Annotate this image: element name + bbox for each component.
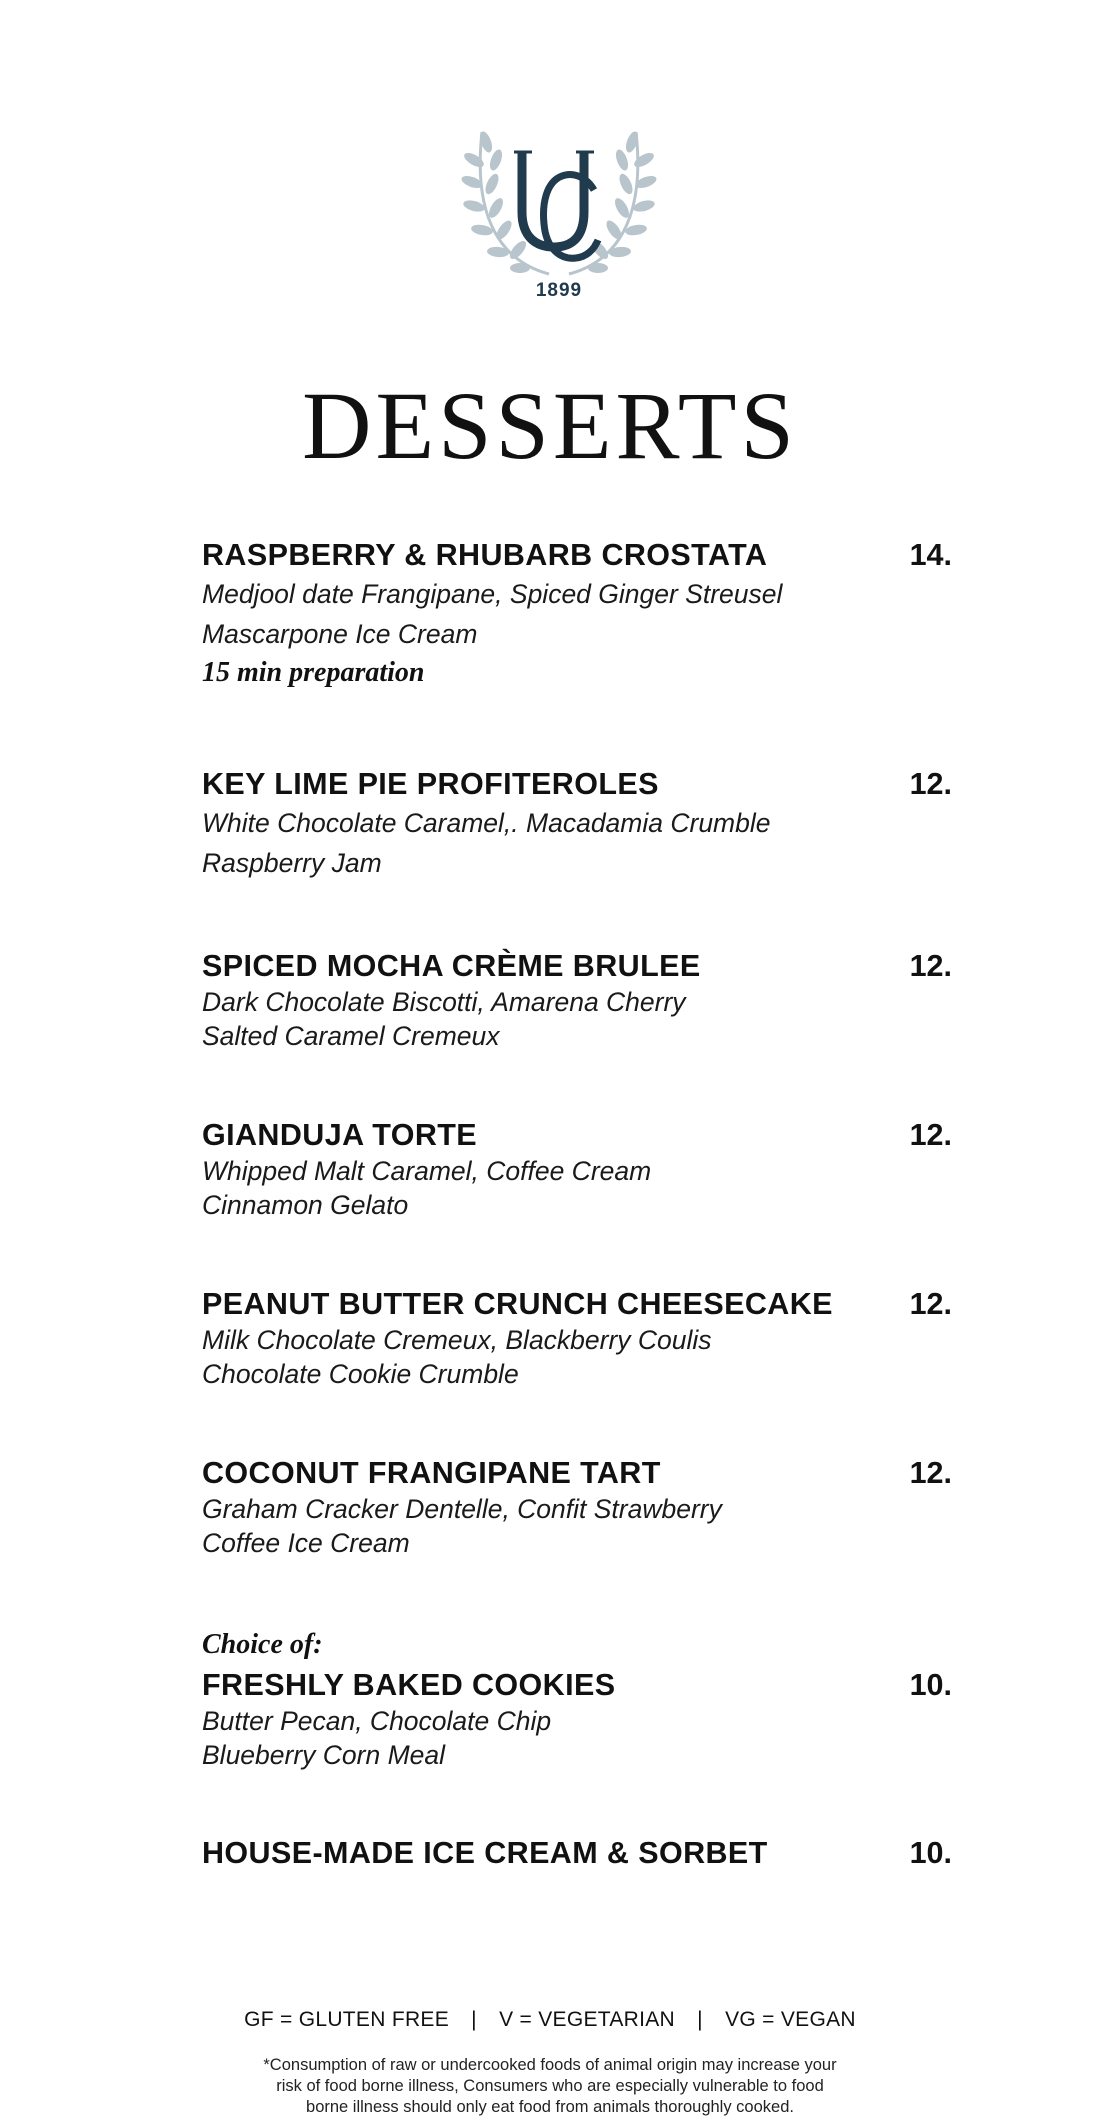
item-name: SPICED MOCHA CRÈME BRULEE — [202, 949, 701, 983]
item-name: KEY LIME PIE PROFITEROLES — [202, 767, 659, 801]
item-description: Milk Chocolate Cremeux, Blackberry Coulis — [202, 1325, 712, 1355]
menu-item — [202, 1454, 952, 1560]
item-price: 12. — [909, 1456, 952, 1490]
legend-vegetarian: V = VEGETARIAN — [499, 2008, 676, 2031]
item-description: Blueberry Corn Meal — [202, 1740, 446, 1770]
item-description: Whipped Malt Caramel, Coffee Cream — [202, 1156, 652, 1186]
disclaimer-line: *Consumption of raw or undercooked foods of animal origin may increase your — [263, 2056, 837, 2074]
page-title: DESSERTS — [302, 372, 798, 479]
item-price: 10. — [909, 1836, 952, 1870]
legend-vegan: VG = VEGAN — [725, 2008, 856, 2031]
item-description: White Chocolate Caramel,. Macadamia Crumble — [202, 808, 771, 838]
item-description: Dark Chocolate Biscotti, Amarena Cherry — [202, 987, 686, 1017]
logo-year: 1899 — [535, 280, 583, 301]
legend-separator: | — [471, 2008, 477, 2031]
item-description: Butter Pecan, Chocolate Chip — [202, 1706, 552, 1736]
item-description: Salted Caramel Cremeux — [202, 1021, 500, 1051]
menu-item — [202, 1666, 952, 1772]
item-name: FRESHLY BAKED COOKIES — [202, 1668, 616, 1702]
item-note: 15 min preparation — [202, 657, 425, 688]
item-price: 10. — [909, 1668, 952, 1702]
legend-gluten-free: GF = GLUTEN FREE — [244, 2008, 450, 2031]
restaurant-logo — [454, 112, 664, 312]
item-name: GIANDUJA TORTE — [202, 1118, 478, 1152]
item-description: Raspberry Jam — [202, 848, 382, 878]
item-prefix: Choice of: — [202, 1629, 323, 1660]
item-description: Mascarpone Ice Cream — [202, 619, 478, 649]
item-name: COCONUT FRANGIPANE TART — [202, 1456, 661, 1490]
item-description: Medjool date Frangipane, Spiced Ginger Streusel — [202, 579, 783, 609]
menu-item — [202, 765, 952, 883]
item-description: Graham Cracker Dentelle, Confit Strawberry — [202, 1494, 722, 1524]
item-price: 12. — [909, 1118, 952, 1152]
item-name: PEANUT BUTTER CRUNCH CHEESECAKE — [202, 1287, 833, 1321]
item-description: Coffee Ice Cream — [202, 1528, 410, 1558]
item-price: 12. — [909, 949, 952, 983]
dietary-legend — [0, 2008, 1100, 2032]
legend-separator: | — [697, 2008, 703, 2031]
item-price: 12. — [909, 767, 952, 801]
laurel-wreath-icon — [454, 112, 664, 282]
disclaimer-line: risk of food borne illness, Consumers who are especially vulnerable to food — [276, 2077, 824, 2095]
item-price: 14. — [909, 538, 952, 572]
menu-item — [202, 536, 952, 692]
menu-item — [202, 1285, 952, 1391]
menu-item — [202, 1834, 952, 1872]
menu-item — [202, 1116, 952, 1222]
item-description: Chocolate Cookie Crumble — [202, 1359, 519, 1389]
item-price: 12. — [909, 1287, 952, 1321]
food-safety-disclaimer — [200, 2055, 900, 2118]
item-description: Cinnamon Gelato — [202, 1190, 409, 1220]
menu-item — [202, 947, 952, 1053]
item-name: RASPBERRY & RHUBARB CROSTATA — [202, 538, 768, 572]
item-name: HOUSE-MADE ICE CREAM & SORBET — [202, 1836, 768, 1870]
disclaimer-line: borne illness should only eat food from animals thoroughly cooked. — [306, 2098, 794, 2116]
